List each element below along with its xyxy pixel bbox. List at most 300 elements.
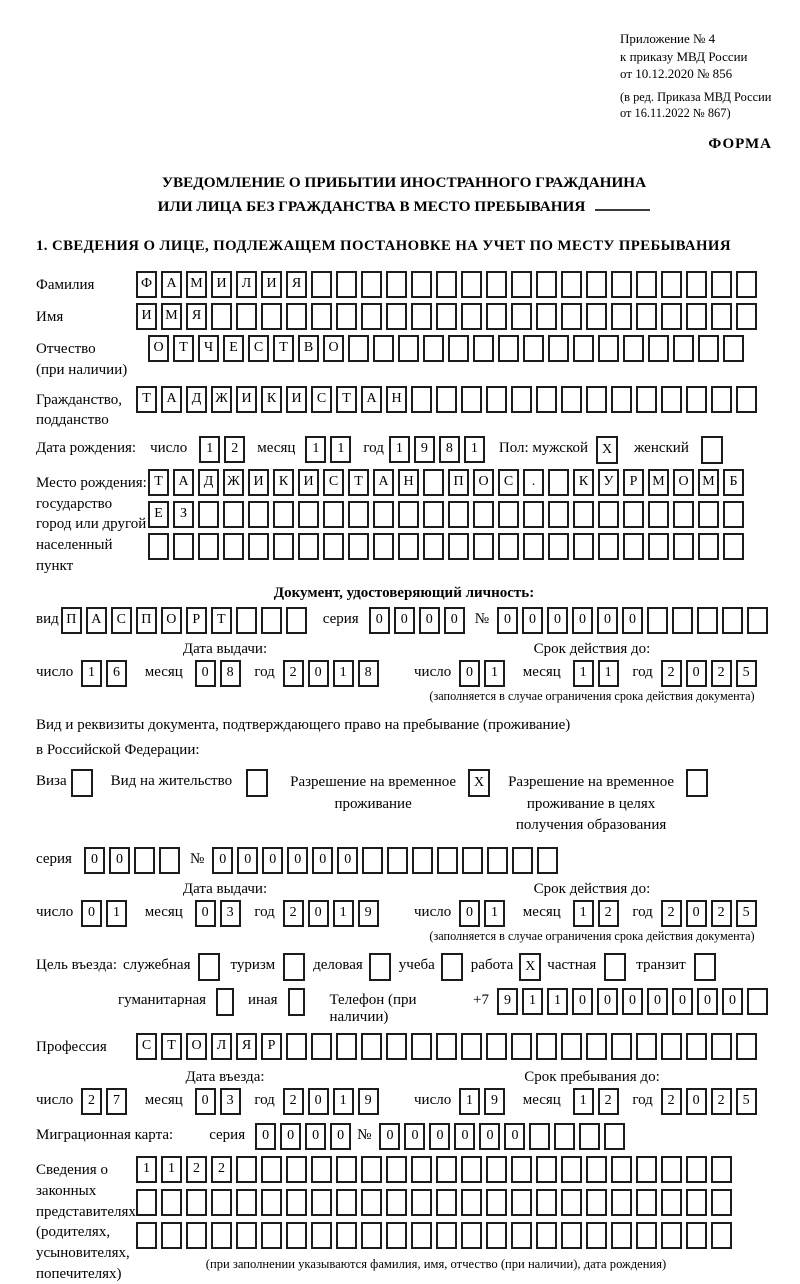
- char-cell[interactable]: [611, 386, 632, 413]
- char-cell[interactable]: [661, 1033, 682, 1060]
- char-cell[interactable]: 2: [661, 1088, 682, 1115]
- char-cell[interactable]: [436, 386, 457, 413]
- temporary-residence-education-checkbox[interactable]: [686, 769, 708, 797]
- char-cell[interactable]: [198, 533, 219, 560]
- char-cell[interactable]: З: [173, 501, 194, 528]
- char-cell[interactable]: [211, 1222, 232, 1249]
- char-cell[interactable]: 0: [479, 1123, 500, 1150]
- char-cell[interactable]: 0: [308, 900, 329, 927]
- char-cell[interactable]: [323, 501, 344, 528]
- char-cell[interactable]: 1: [81, 660, 102, 687]
- char-cell[interactable]: [461, 386, 482, 413]
- char-cell[interactable]: 8: [439, 436, 460, 463]
- char-cell[interactable]: Д: [186, 386, 207, 413]
- char-cell[interactable]: О: [186, 1033, 207, 1060]
- char-cell[interactable]: [686, 303, 707, 330]
- char-cell[interactable]: [698, 335, 719, 362]
- char-cell[interactable]: [536, 1156, 557, 1183]
- char-cell[interactable]: 7: [106, 1088, 127, 1115]
- char-cell[interactable]: [661, 303, 682, 330]
- char-cell[interactable]: [511, 1189, 532, 1216]
- char-cell[interactable]: [511, 1222, 532, 1249]
- char-cell[interactable]: Т: [336, 386, 357, 413]
- char-cell[interactable]: [323, 533, 344, 560]
- char-cell[interactable]: С: [311, 386, 332, 413]
- char-cell[interactable]: [286, 1189, 307, 1216]
- char-cell[interactable]: [598, 335, 619, 362]
- char-cell[interactable]: [173, 533, 194, 560]
- char-cell[interactable]: [548, 469, 569, 496]
- char-cell[interactable]: [711, 1156, 732, 1183]
- char-cell[interactable]: Я: [236, 1033, 257, 1060]
- char-cell[interactable]: Т: [148, 469, 169, 496]
- char-cell[interactable]: [211, 1189, 232, 1216]
- char-cell[interactable]: [136, 1189, 157, 1216]
- char-cell[interactable]: 0: [722, 988, 743, 1015]
- char-cell[interactable]: Д: [198, 469, 219, 496]
- char-cell[interactable]: Е: [223, 335, 244, 362]
- char-cell[interactable]: [554, 1123, 575, 1150]
- char-cell[interactable]: [236, 1156, 257, 1183]
- char-cell[interactable]: 1: [573, 900, 594, 927]
- char-cell[interactable]: [698, 501, 719, 528]
- char-cell[interactable]: О: [323, 335, 344, 362]
- char-cell[interactable]: [636, 386, 657, 413]
- char-cell[interactable]: [486, 303, 507, 330]
- char-cell[interactable]: [386, 1156, 407, 1183]
- char-cell[interactable]: 0: [459, 660, 480, 687]
- char-cell[interactable]: А: [161, 271, 182, 298]
- char-cell[interactable]: [672, 607, 693, 634]
- char-cell[interactable]: О: [148, 335, 169, 362]
- char-cell[interactable]: 0: [379, 1123, 400, 1150]
- char-cell[interactable]: [498, 501, 519, 528]
- char-cell[interactable]: [348, 533, 369, 560]
- char-cell[interactable]: [573, 533, 594, 560]
- char-cell[interactable]: [473, 501, 494, 528]
- char-cell[interactable]: [636, 1156, 657, 1183]
- char-cell[interactable]: 0: [212, 847, 233, 874]
- char-cell[interactable]: 0: [597, 988, 618, 1015]
- char-cell[interactable]: Л: [236, 271, 257, 298]
- char-cell[interactable]: 0: [547, 607, 568, 634]
- char-cell[interactable]: М: [161, 303, 182, 330]
- char-cell[interactable]: [423, 469, 444, 496]
- char-cell[interactable]: [623, 533, 644, 560]
- char-cell[interactable]: 0: [84, 847, 105, 874]
- char-cell[interactable]: [536, 271, 557, 298]
- char-cell[interactable]: 0: [305, 1123, 326, 1150]
- char-cell[interactable]: [148, 533, 169, 560]
- char-cell[interactable]: С: [323, 469, 344, 496]
- char-cell[interactable]: [298, 501, 319, 528]
- char-cell[interactable]: [611, 271, 632, 298]
- char-cell[interactable]: 1: [330, 436, 351, 463]
- char-cell[interactable]: [437, 847, 458, 874]
- char-cell[interactable]: [686, 1156, 707, 1183]
- char-cell[interactable]: [436, 1156, 457, 1183]
- char-cell[interactable]: [159, 847, 180, 874]
- char-cell[interactable]: [661, 1156, 682, 1183]
- char-cell[interactable]: [261, 1189, 282, 1216]
- char-cell[interactable]: [186, 1189, 207, 1216]
- purpose-tourism-checkbox[interactable]: [283, 953, 305, 981]
- char-cell[interactable]: [598, 533, 619, 560]
- char-cell[interactable]: Ф: [136, 271, 157, 298]
- char-cell[interactable]: Н: [398, 469, 419, 496]
- char-cell[interactable]: 2: [224, 436, 245, 463]
- char-cell[interactable]: [686, 1033, 707, 1060]
- char-cell[interactable]: 5: [736, 1088, 757, 1115]
- char-cell[interactable]: [411, 386, 432, 413]
- char-cell[interactable]: 0: [369, 607, 390, 634]
- char-cell[interactable]: [311, 271, 332, 298]
- char-cell[interactable]: М: [648, 469, 669, 496]
- char-cell[interactable]: [311, 303, 332, 330]
- char-cell[interactable]: [548, 533, 569, 560]
- char-cell[interactable]: Т: [173, 335, 194, 362]
- char-cell[interactable]: [286, 607, 307, 634]
- char-cell[interactable]: [286, 303, 307, 330]
- char-cell[interactable]: [579, 1123, 600, 1150]
- char-cell[interactable]: 3: [220, 900, 241, 927]
- char-cell[interactable]: [711, 1189, 732, 1216]
- char-cell[interactable]: .: [523, 469, 544, 496]
- char-cell[interactable]: А: [161, 386, 182, 413]
- char-cell[interactable]: [523, 533, 544, 560]
- char-cell[interactable]: [361, 1189, 382, 1216]
- char-cell[interactable]: 0: [504, 1123, 525, 1150]
- char-cell[interactable]: У: [598, 469, 619, 496]
- char-cell[interactable]: [261, 1156, 282, 1183]
- char-cell[interactable]: [736, 271, 757, 298]
- char-cell[interactable]: 0: [262, 847, 283, 874]
- char-cell[interactable]: [286, 1222, 307, 1249]
- char-cell[interactable]: [461, 271, 482, 298]
- char-cell[interactable]: [723, 533, 744, 560]
- char-cell[interactable]: [362, 847, 383, 874]
- char-cell[interactable]: [529, 1123, 550, 1150]
- char-cell[interactable]: [373, 335, 394, 362]
- char-cell[interactable]: 3: [220, 1088, 241, 1115]
- char-cell[interactable]: [461, 1222, 482, 1249]
- char-cell[interactable]: К: [261, 386, 282, 413]
- char-cell[interactable]: 0: [195, 1088, 216, 1115]
- char-cell[interactable]: 1: [305, 436, 326, 463]
- char-cell[interactable]: [336, 1222, 357, 1249]
- char-cell[interactable]: [461, 1156, 482, 1183]
- char-cell[interactable]: [711, 1222, 732, 1249]
- char-cell[interactable]: [586, 1222, 607, 1249]
- char-cell[interactable]: [386, 303, 407, 330]
- char-cell[interactable]: Е: [148, 501, 169, 528]
- char-cell[interactable]: [261, 607, 282, 634]
- char-cell[interactable]: [561, 1189, 582, 1216]
- char-cell[interactable]: 0: [686, 900, 707, 927]
- char-cell[interactable]: [361, 303, 382, 330]
- char-cell[interactable]: А: [373, 469, 394, 496]
- char-cell[interactable]: [747, 607, 768, 634]
- char-cell[interactable]: [673, 335, 694, 362]
- char-cell[interactable]: О: [161, 607, 182, 634]
- char-cell[interactable]: [537, 847, 558, 874]
- char-cell[interactable]: [648, 501, 669, 528]
- char-cell[interactable]: [248, 501, 269, 528]
- char-cell[interactable]: 0: [697, 988, 718, 1015]
- char-cell[interactable]: 8: [220, 660, 241, 687]
- char-cell[interactable]: Т: [161, 1033, 182, 1060]
- char-cell[interactable]: [697, 607, 718, 634]
- char-cell[interactable]: [673, 533, 694, 560]
- char-cell[interactable]: [536, 303, 557, 330]
- char-cell[interactable]: [134, 847, 155, 874]
- char-cell[interactable]: 0: [330, 1123, 351, 1150]
- char-cell[interactable]: [723, 501, 744, 528]
- char-cell[interactable]: [348, 335, 369, 362]
- char-cell[interactable]: [586, 303, 607, 330]
- char-cell[interactable]: [573, 501, 594, 528]
- char-cell[interactable]: [273, 501, 294, 528]
- char-cell[interactable]: 1: [389, 436, 410, 463]
- char-cell[interactable]: 0: [622, 607, 643, 634]
- char-cell[interactable]: [473, 533, 494, 560]
- char-cell[interactable]: [536, 1033, 557, 1060]
- char-cell[interactable]: [611, 1033, 632, 1060]
- char-cell[interactable]: Т: [211, 607, 232, 634]
- char-cell[interactable]: 2: [711, 900, 732, 927]
- char-cell[interactable]: 2: [661, 900, 682, 927]
- char-cell[interactable]: [511, 271, 532, 298]
- char-cell[interactable]: [436, 1033, 457, 1060]
- char-cell[interactable]: Я: [286, 271, 307, 298]
- char-cell[interactable]: [586, 1189, 607, 1216]
- purpose-other-checkbox[interactable]: [288, 988, 306, 1016]
- char-cell[interactable]: [311, 1189, 332, 1216]
- char-cell[interactable]: [223, 501, 244, 528]
- char-cell[interactable]: И: [261, 271, 282, 298]
- char-cell[interactable]: 1: [484, 900, 505, 927]
- char-cell[interactable]: 1: [136, 1156, 157, 1183]
- char-cell[interactable]: [461, 303, 482, 330]
- char-cell[interactable]: [586, 386, 607, 413]
- char-cell[interactable]: 0: [195, 900, 216, 927]
- char-cell[interactable]: 2: [711, 660, 732, 687]
- char-cell[interactable]: [586, 1156, 607, 1183]
- char-cell[interactable]: 0: [308, 1088, 329, 1115]
- char-cell[interactable]: 0: [686, 1088, 707, 1115]
- char-cell[interactable]: [711, 1033, 732, 1060]
- char-cell[interactable]: [736, 386, 757, 413]
- char-cell[interactable]: [511, 303, 532, 330]
- char-cell[interactable]: [661, 271, 682, 298]
- char-cell[interactable]: [311, 1222, 332, 1249]
- char-cell[interactable]: [448, 501, 469, 528]
- char-cell[interactable]: 0: [237, 847, 258, 874]
- char-cell[interactable]: 1: [106, 900, 127, 927]
- char-cell[interactable]: 9: [414, 436, 435, 463]
- char-cell[interactable]: [747, 988, 768, 1015]
- char-cell[interactable]: Н: [386, 386, 407, 413]
- char-cell[interactable]: [211, 303, 232, 330]
- char-cell[interactable]: [411, 1033, 432, 1060]
- char-cell[interactable]: [648, 533, 669, 560]
- char-cell[interactable]: 0: [686, 660, 707, 687]
- char-cell[interactable]: Т: [273, 335, 294, 362]
- char-cell[interactable]: 0: [522, 607, 543, 634]
- char-cell[interactable]: О: [473, 469, 494, 496]
- char-cell[interactable]: [711, 271, 732, 298]
- char-cell[interactable]: 0: [312, 847, 333, 874]
- char-cell[interactable]: 0: [280, 1123, 301, 1150]
- char-cell[interactable]: [298, 533, 319, 560]
- char-cell[interactable]: [598, 501, 619, 528]
- char-cell[interactable]: Т: [136, 386, 157, 413]
- char-cell[interactable]: [686, 1189, 707, 1216]
- char-cell[interactable]: Р: [186, 607, 207, 634]
- char-cell[interactable]: 1: [333, 660, 354, 687]
- char-cell[interactable]: 0: [647, 988, 668, 1015]
- char-cell[interactable]: 9: [497, 988, 518, 1015]
- char-cell[interactable]: [711, 303, 732, 330]
- char-cell[interactable]: [561, 303, 582, 330]
- char-cell[interactable]: 0: [394, 607, 415, 634]
- char-cell[interactable]: [686, 386, 707, 413]
- purpose-business-checkbox[interactable]: [369, 953, 391, 981]
- char-cell[interactable]: 2: [598, 900, 619, 927]
- purpose-official-checkbox[interactable]: [198, 953, 220, 981]
- char-cell[interactable]: [686, 1222, 707, 1249]
- char-cell[interactable]: А: [86, 607, 107, 634]
- char-cell[interactable]: 0: [444, 607, 465, 634]
- char-cell[interactable]: 0: [255, 1123, 276, 1150]
- char-cell[interactable]: П: [136, 607, 157, 634]
- char-cell[interactable]: 0: [672, 988, 693, 1015]
- char-cell[interactable]: [548, 335, 569, 362]
- char-cell[interactable]: [586, 1033, 607, 1060]
- char-cell[interactable]: [586, 271, 607, 298]
- temporary-residence-checkbox[interactable]: X: [468, 769, 490, 797]
- char-cell[interactable]: 0: [429, 1123, 450, 1150]
- char-cell[interactable]: [436, 271, 457, 298]
- char-cell[interactable]: [523, 501, 544, 528]
- char-cell[interactable]: [486, 1222, 507, 1249]
- char-cell[interactable]: [398, 501, 419, 528]
- char-cell[interactable]: [386, 1033, 407, 1060]
- char-cell[interactable]: [648, 335, 669, 362]
- char-cell[interactable]: 1: [464, 436, 485, 463]
- char-cell[interactable]: [373, 533, 394, 560]
- char-cell[interactable]: [236, 1189, 257, 1216]
- char-cell[interactable]: [647, 607, 668, 634]
- char-cell[interactable]: [661, 1222, 682, 1249]
- char-cell[interactable]: [636, 1222, 657, 1249]
- char-cell[interactable]: [498, 335, 519, 362]
- char-cell[interactable]: И: [248, 469, 269, 496]
- char-cell[interactable]: [236, 1222, 257, 1249]
- char-cell[interactable]: С: [136, 1033, 157, 1060]
- char-cell[interactable]: [561, 386, 582, 413]
- char-cell[interactable]: 0: [572, 607, 593, 634]
- char-cell[interactable]: И: [136, 303, 157, 330]
- char-cell[interactable]: 1: [598, 660, 619, 687]
- char-cell[interactable]: [248, 533, 269, 560]
- char-cell[interactable]: 0: [337, 847, 358, 874]
- char-cell[interactable]: [398, 335, 419, 362]
- char-cell[interactable]: [348, 501, 369, 528]
- char-cell[interactable]: 0: [419, 607, 440, 634]
- char-cell[interactable]: 2: [661, 660, 682, 687]
- char-cell[interactable]: [487, 847, 508, 874]
- char-cell[interactable]: 0: [287, 847, 308, 874]
- char-cell[interactable]: К: [573, 469, 594, 496]
- char-cell[interactable]: Ж: [211, 386, 232, 413]
- char-cell[interactable]: 2: [283, 900, 304, 927]
- char-cell[interactable]: Р: [623, 469, 644, 496]
- char-cell[interactable]: 1: [522, 988, 543, 1015]
- char-cell[interactable]: 2: [186, 1156, 207, 1183]
- char-cell[interactable]: К: [273, 469, 294, 496]
- char-cell[interactable]: [736, 303, 757, 330]
- char-cell[interactable]: 0: [459, 900, 480, 927]
- char-cell[interactable]: [536, 1222, 557, 1249]
- char-cell[interactable]: [411, 271, 432, 298]
- char-cell[interactable]: С: [248, 335, 269, 362]
- char-cell[interactable]: [386, 271, 407, 298]
- char-cell[interactable]: [386, 1189, 407, 1216]
- char-cell[interactable]: [236, 303, 257, 330]
- char-cell[interactable]: И: [211, 271, 232, 298]
- char-cell[interactable]: [186, 1222, 207, 1249]
- char-cell[interactable]: О: [673, 469, 694, 496]
- char-cell[interactable]: 8: [358, 660, 379, 687]
- char-cell[interactable]: [448, 335, 469, 362]
- char-cell[interactable]: [623, 335, 644, 362]
- char-cell[interactable]: Ж: [223, 469, 244, 496]
- char-cell[interactable]: [161, 1222, 182, 1249]
- char-cell[interactable]: 1: [573, 660, 594, 687]
- char-cell[interactable]: [561, 1033, 582, 1060]
- char-cell[interactable]: 1: [199, 436, 220, 463]
- char-cell[interactable]: [512, 847, 533, 874]
- char-cell[interactable]: [412, 847, 433, 874]
- char-cell[interactable]: 0: [195, 660, 216, 687]
- char-cell[interactable]: [573, 335, 594, 362]
- char-cell[interactable]: 0: [109, 847, 130, 874]
- char-cell[interactable]: [661, 386, 682, 413]
- char-cell[interactable]: [436, 1189, 457, 1216]
- char-cell[interactable]: [311, 1033, 332, 1060]
- char-cell[interactable]: И: [286, 386, 307, 413]
- char-cell[interactable]: [636, 1189, 657, 1216]
- char-cell[interactable]: [361, 271, 382, 298]
- char-cell[interactable]: [486, 271, 507, 298]
- char-cell[interactable]: С: [111, 607, 132, 634]
- char-cell[interactable]: [411, 303, 432, 330]
- char-cell[interactable]: [561, 1222, 582, 1249]
- char-cell[interactable]: [387, 847, 408, 874]
- char-cell[interactable]: [161, 1189, 182, 1216]
- char-cell[interactable]: П: [448, 469, 469, 496]
- char-cell[interactable]: [711, 386, 732, 413]
- char-cell[interactable]: [261, 1222, 282, 1249]
- char-cell[interactable]: [661, 1189, 682, 1216]
- char-cell[interactable]: [698, 533, 719, 560]
- purpose-work-checkbox[interactable]: X: [519, 953, 541, 981]
- char-cell[interactable]: [511, 1033, 532, 1060]
- char-cell[interactable]: М: [698, 469, 719, 496]
- visa-checkbox[interactable]: [71, 769, 93, 797]
- char-cell[interactable]: [461, 1033, 482, 1060]
